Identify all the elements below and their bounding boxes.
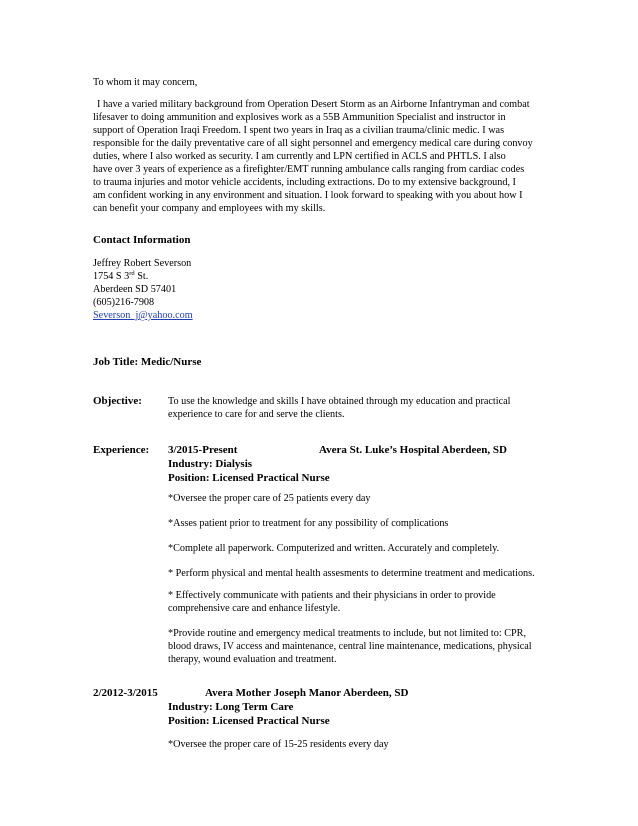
job-employer: Avera Mother Joseph Manor Aberdeen, SD: [205, 687, 409, 699]
letter-line: responsible for the daily preventative care of all sight personnel and emergency medical care during convoy: [93, 138, 533, 149]
letter-line: have over 3 years of experience as a firefighter/EMT running ambulance calls ranging from cardiac codes: [93, 164, 525, 175]
letter-body: [93, 98, 533, 215]
letter-line: to trauma injuries and motor vehicle accidents, including extractions. Do to my extensive background, I: [93, 177, 516, 188]
contact-name: Jeffrey Robert Severson: [93, 258, 192, 269]
contact-phone: (605)216-7908: [93, 297, 155, 308]
duty-item: *Oversee the proper care of 15-25 residents every day: [168, 739, 389, 750]
objective-label: Objective:: [93, 395, 142, 407]
duty-item: *Provide routine and emergency medical treatments to include, but not limited to: CPR, blood draws, IV access and maintenance, central line maintenance, medications, physical therapy, wound evaluation and treatment.: [168, 628, 532, 665]
letter-line: duties, where I also worked as security. I am currently and LPN certified in ACLS and PHTLS. I also: [93, 151, 506, 162]
job-position: Position: Licensed Practical Nurse: [168, 715, 330, 727]
letter-line: support of Operation Iraqi Freedom. I spent two years in Iraq as a civilian trauma/clinic medic. I was: [93, 125, 505, 136]
contact-email-link[interactable]: Severson_j@yahoo.com: [93, 310, 193, 321]
letter-line: lifesaver to doing ammunition and explosives work as a 55B Ammunition Specialist and instructor in: [93, 112, 506, 123]
job-dates: 3/2015-Present: [168, 444, 238, 456]
letter-line: can benefit your company and employees with my skills.: [93, 203, 326, 214]
objective-line: experience to care for and serve the clients.: [168, 409, 345, 420]
duty-item: * Effectively communicate with patients and their physicians in order to provide comprehensive care and enhance lifestyle.: [168, 590, 496, 614]
letter-line: I have a varied military background from Operation Desert Storm as an Airborne Infantryman and combat: [97, 99, 530, 110]
salutation: To whom it may concern,: [93, 77, 198, 88]
job-industry: Industry: Long Term Care: [168, 701, 294, 713]
contact-heading: Contact Information: [93, 234, 191, 246]
objective-text: [168, 395, 510, 421]
duty-item: *Oversee the proper care of 25 patients every day: [168, 493, 371, 504]
job-employer: Avera St. Luke’s Hospital Aberdeen, SD: [319, 444, 507, 456]
job-industry: Industry: Dialysis: [168, 458, 253, 470]
letter-line: am confident working in any environment and situation. I look forward to speaking with you about how I: [93, 190, 523, 201]
job-title: Job Title: Medic/Nurse: [93, 356, 202, 368]
contact-address: 1754 S 3rd St.: [93, 270, 149, 282]
job-position: Position: Licensed Practical Nurse: [168, 472, 330, 484]
duty-item: * Perform physical and mental health assesments to determine treatment and medications.: [168, 568, 535, 579]
contact-city: Aberdeen SD 57401: [93, 284, 177, 295]
job-dates: 2/2012-3/2015: [93, 687, 158, 699]
experience-label: Experience:: [93, 444, 150, 456]
objective-line: To use the knowledge and skills I have obtained through my education and practical: [168, 396, 511, 407]
contact-block: [93, 257, 193, 322]
duty-item: *Complete all paperwork. Computerized and written. Accurately and completely.: [168, 543, 500, 554]
duty-item: *Asses patient prior to treatment for any possibility of complications: [168, 518, 449, 529]
